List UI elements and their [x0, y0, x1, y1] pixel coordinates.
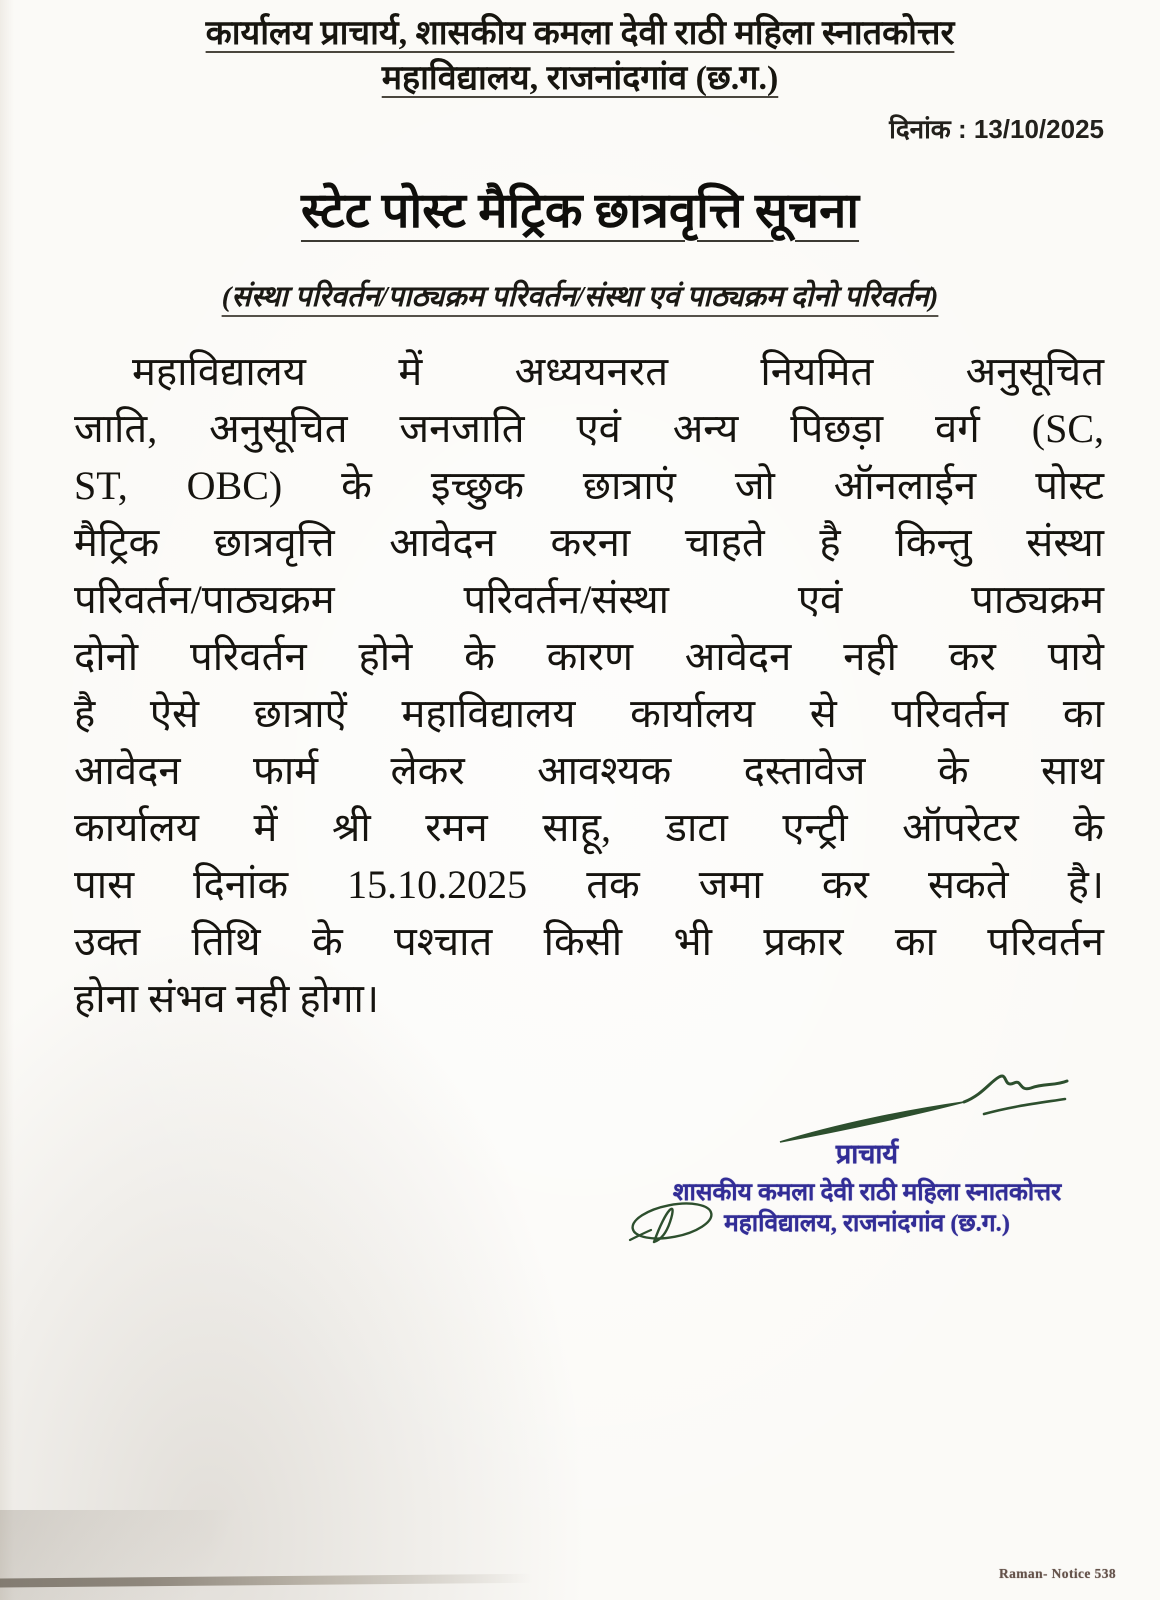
stamp-paraph-icon: [624, 1188, 720, 1250]
notice-subtitle: [0, 276, 1160, 315]
office-name-line1: कार्यालय प्राचार्य, शासकीय कमला देवी राठी महिला स्नातकोत्तर: [205, 15, 955, 52]
footer-reference-note: Raman- Notice 538: [998, 1566, 1116, 1581]
signature-block: [652, 1068, 1082, 1240]
body-line: उक्त तिथि के पश्चात किसी भी प्रकार का परिवर्तन: [74, 918, 1104, 964]
notice-title: [0, 176, 1160, 242]
body-line: कार्यालय में श्री रमन साहू, डाटा एन्ट्री ऑपरेटर के: [74, 804, 1104, 850]
body-line: दोनो परिवर्तन होने के कारण आवेदन नही कर पाये: [74, 633, 1104, 679]
body-line: आवेदन फार्म लेकर आवश्यक दस्तावेज के साथ: [74, 747, 1104, 793]
scan-corner-shadow: [0, 1510, 300, 1600]
issue-date: दिनांक : 13/10/2025: [889, 113, 1104, 144]
signatory-designation: प्राचार्य: [835, 1139, 899, 1169]
body-line: पास दिनांक 15.10.2025 तक जमा कर सकते है।: [74, 861, 1104, 907]
body-line: ST, OBC) के इच्छुक छात्राएं जो ऑनलाईन पोस्ट: [74, 462, 1104, 508]
letterhead: [0, 0, 1160, 102]
notice-title-text: स्टेट पोस्ट मैट्रिक छात्रवृत्ति सूचना: [300, 182, 860, 238]
signatory-org-line1: शासकीय कमला देवी राठी महिला स्नातकोत्तर: [672, 1179, 1062, 1206]
office-name-line2: महाविद्यालय, राजनांदगांव (छ.ग.): [381, 59, 779, 97]
body-line: परिवर्तन/पाठ्यक्रम परिवर्तन/संस्था एवं पाठ्यक्रम: [74, 576, 1104, 622]
signatory-org-line2: महाविद्यालय, राजनांदगांव (छ.ग.): [724, 1210, 1010, 1238]
body-line: है ऐसे छात्राऐं महाविद्यालय कार्यालय से परिवर्तन का: [74, 690, 1104, 736]
body-line: जाति, अनुसूचित जनजाति एवं अन्य पिछड़ा वर्ग (SC,: [74, 405, 1104, 451]
body-line: होना संभव नही होगा।: [74, 975, 379, 1021]
body-line: महाविद्यालय में अध्ययनरत नियमित अनुसूचित: [132, 348, 1104, 394]
notice-subtitle-text: (संस्था परिवर्तन/पाठ्यक्रम परिवर्तन/संस्था एवं पाठ्यक्रम दोनो परिवर्तन): [221, 280, 939, 313]
body-line: मैट्रिक छात्रवृत्ति आवेदन करना चाहते है किन्तु संस्था: [74, 519, 1104, 565]
notice-body: [74, 343, 1104, 1027]
